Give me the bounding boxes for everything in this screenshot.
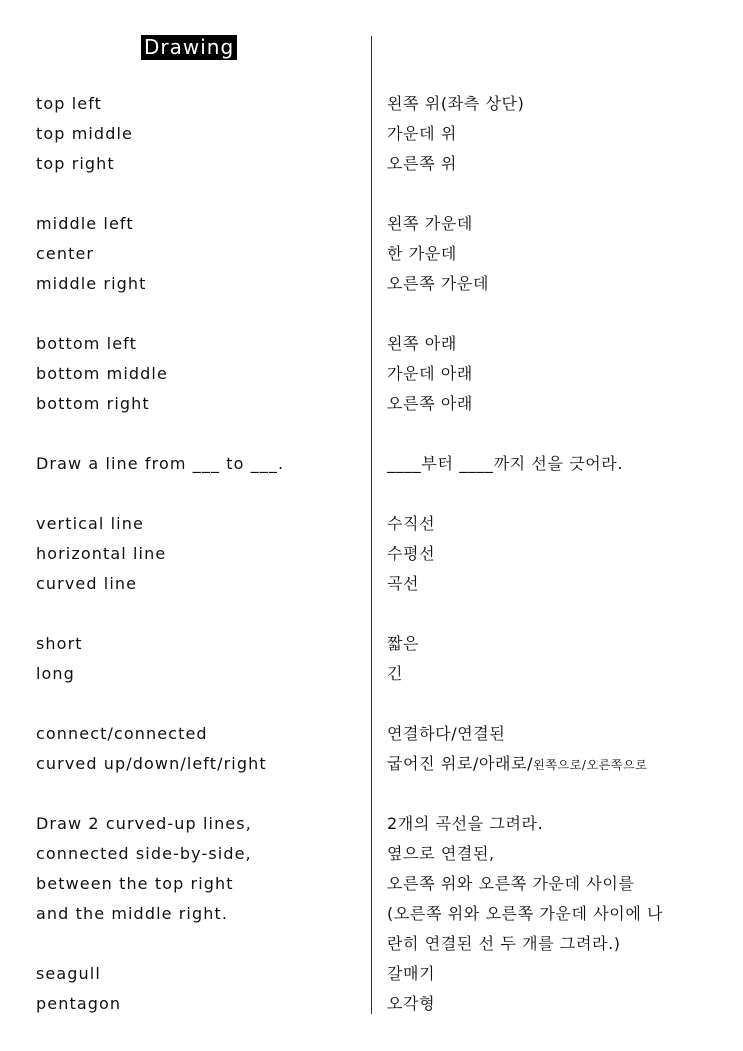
term-en-bottom-left: bottom left xyxy=(36,334,137,353)
term-ko-top-left: 왼쪽 위(좌측 상단) xyxy=(387,94,525,113)
term-en-middle-left: middle left xyxy=(36,214,134,233)
term-en-short: short xyxy=(36,634,83,653)
term-ko-short: 짧은 xyxy=(387,634,420,653)
term-en-curved-directions: curved up/down/left/right xyxy=(36,754,267,773)
term-en-middle-right: middle right xyxy=(36,274,147,293)
instruction-ko-line-2: 옆으로 연결된, xyxy=(387,844,495,863)
instruction-ko-line-3: 오른쪽 위와 오른쪽 가운데 사이를 xyxy=(387,874,635,893)
term-ko-horizontal-line: 수평선 xyxy=(387,544,436,563)
term-en-vertical-line: vertical line xyxy=(36,514,144,533)
page-title: Drawing xyxy=(141,35,237,60)
term-ko-draw-line: ____부터 ____까지 선을 긋어라. xyxy=(387,454,624,473)
term-en-top-right: top right xyxy=(36,154,115,173)
instruction-ko-line-5: 란히 연결된 선 두 개를 그려라.) xyxy=(387,934,621,953)
term-en-seagull: seagull xyxy=(36,964,101,983)
term-en-pentagon: pentagon xyxy=(36,994,122,1013)
term-ko-bottom-right: 오른쪽 아래 xyxy=(387,394,473,413)
term-ko-middle-left: 왼쪽 가운데 xyxy=(387,214,473,233)
term-en-top-middle: top middle xyxy=(36,124,133,143)
instruction-en-line-3: between the top right xyxy=(36,874,234,893)
term-en-top-left: top left xyxy=(36,94,103,113)
term-ko-bottom-middle: 가운데 아래 xyxy=(387,364,473,383)
term-ko-vertical-line: 수직선 xyxy=(387,514,436,533)
instruction-ko-line-1: 2개의 곡선을 그려라. xyxy=(387,814,544,833)
term-ko-curved-line: 곡선 xyxy=(387,574,420,593)
instruction-en-line-2: connected side-by-side, xyxy=(36,844,252,863)
term-ko-long: 긴 xyxy=(387,664,404,683)
term-en-bottom-middle: bottom middle xyxy=(36,364,168,383)
term-ko-seagull: 갈매기 xyxy=(387,964,436,983)
instruction-en-line-4: and the middle right. xyxy=(36,904,229,923)
term-ko-pentagon: 오각형 xyxy=(387,994,436,1013)
term-en-horizontal-line: horizontal line xyxy=(36,544,167,563)
term-ko-curved-directions xyxy=(387,754,648,775)
column-divider xyxy=(371,36,372,1014)
term-en-center: center xyxy=(36,244,95,263)
term-en-connect: connect/connected xyxy=(36,724,208,743)
instruction-ko-line-4: (오른쪽 위와 오른쪽 가운데 사이에 나 xyxy=(387,904,664,923)
term-ko-bottom-left: 왼쪽 아래 xyxy=(387,334,457,353)
term-ko-middle-right: 오른쪽 가운데 xyxy=(387,274,490,293)
term-en-curved-line: curved line xyxy=(36,574,138,593)
term-ko-curved-directions-main: 굽어진 위로/아래로/ xyxy=(387,754,534,773)
term-ko-connect: 연결하다/연결된 xyxy=(387,724,506,743)
term-en-long: long xyxy=(36,664,75,683)
term-en-bottom-right: bottom right xyxy=(36,394,150,413)
term-ko-top-right: 오른쪽 위 xyxy=(387,154,457,173)
term-ko-center: 한 가운데 xyxy=(387,244,457,263)
term-ko-top-middle: 가운데 위 xyxy=(387,124,457,143)
term-en-draw-line: Draw a line from ___ to ___. xyxy=(36,454,285,473)
term-ko-curved-directions-small: 왼쪽으로/오른쪽으로 xyxy=(533,758,648,772)
instruction-en-line-1: Draw 2 curved-up lines, xyxy=(36,814,252,833)
